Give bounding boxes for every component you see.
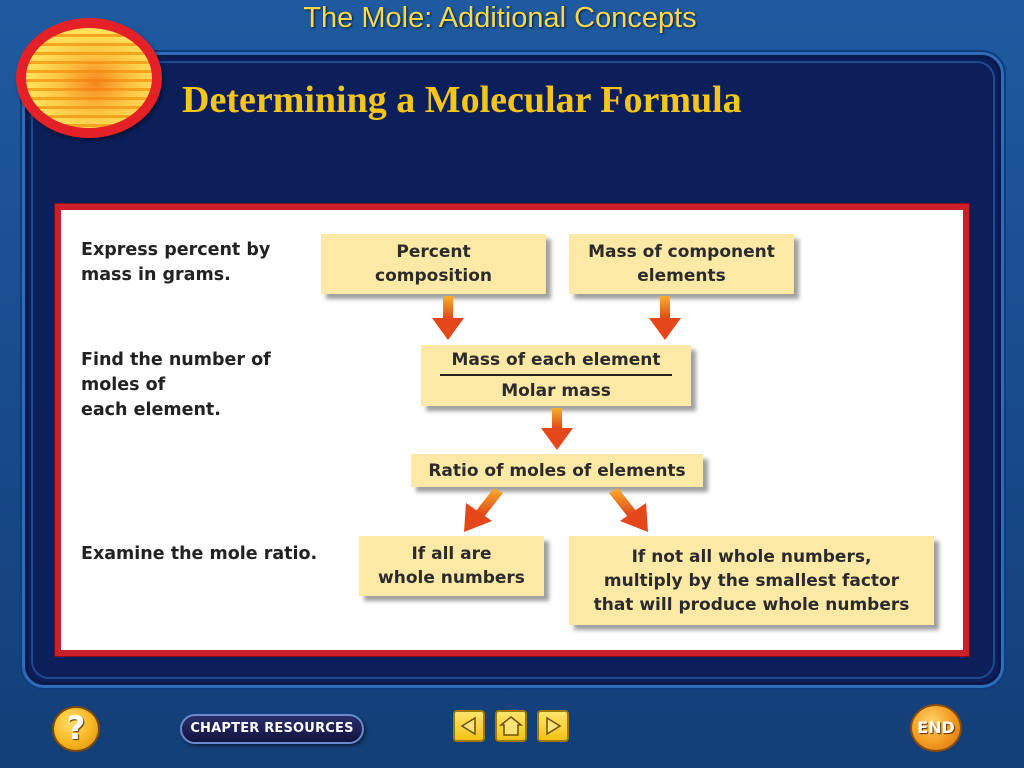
triangle-right-icon <box>539 712 567 740</box>
box-notwhole-line1: If not all whole numbers, <box>631 546 872 567</box>
help-button[interactable]: ? <box>52 706 100 752</box>
home-icon <box>497 712 525 740</box>
flowchart <box>61 210 963 650</box>
step3-line1: Examine the mole ratio. <box>81 544 318 564</box>
box-notwhole-line2: multiply by the smallest factor <box>603 570 900 591</box>
arrow-ratio-to-notwhole <box>609 488 648 532</box>
box-mass-line2: elements <box>637 266 726 286</box>
box-ratio-text: Ratio of moles of elements <box>428 460 686 481</box>
fraction-numerator: Mass of each element <box>451 350 661 370</box>
box-notwhole-line3: that will produce whole numbers <box>593 594 910 615</box>
box-mass-line1: Mass of component <box>588 242 775 262</box>
step1-line2: mass in grams. <box>81 265 231 285</box>
box-whole-line1: If all are <box>411 544 492 564</box>
arrow-mass-to-fraction <box>649 296 681 340</box>
step2-line1: Find the number of <box>81 350 271 370</box>
box-percent-line1: Percent <box>396 242 471 262</box>
arrow-ratio-to-whole <box>464 488 503 532</box>
section-emblem <box>16 18 162 138</box>
arrow-fraction-to-ratio <box>541 408 573 450</box>
step2-line3: each element. <box>81 400 221 420</box>
chapter-resources-button[interactable]: CHAPTER RESOURCES <box>180 714 364 744</box>
step1-line1: Express percent by <box>81 240 271 260</box>
box-percent-line2: composition <box>375 266 492 286</box>
header-title: The Mole: Additional Concepts <box>303 2 697 34</box>
emblem-striped-disc <box>26 28 152 128</box>
slide-title: Determining a Molecular Formula <box>182 79 742 121</box>
next-button[interactable] <box>537 710 569 742</box>
fraction-denominator: Molar mass <box>501 381 611 401</box>
flow-arrows <box>61 210 963 650</box>
box-whole-line2: whole numbers <box>378 568 525 588</box>
triangle-left-icon <box>455 712 483 740</box>
arrow-percent-to-fraction <box>432 296 464 340</box>
home-button[interactable] <box>495 710 527 742</box>
previous-button[interactable] <box>453 710 485 742</box>
end-button[interactable]: END <box>910 704 962 752</box>
diagram-frame <box>54 203 970 657</box>
step2-line2: moles of <box>81 375 166 395</box>
